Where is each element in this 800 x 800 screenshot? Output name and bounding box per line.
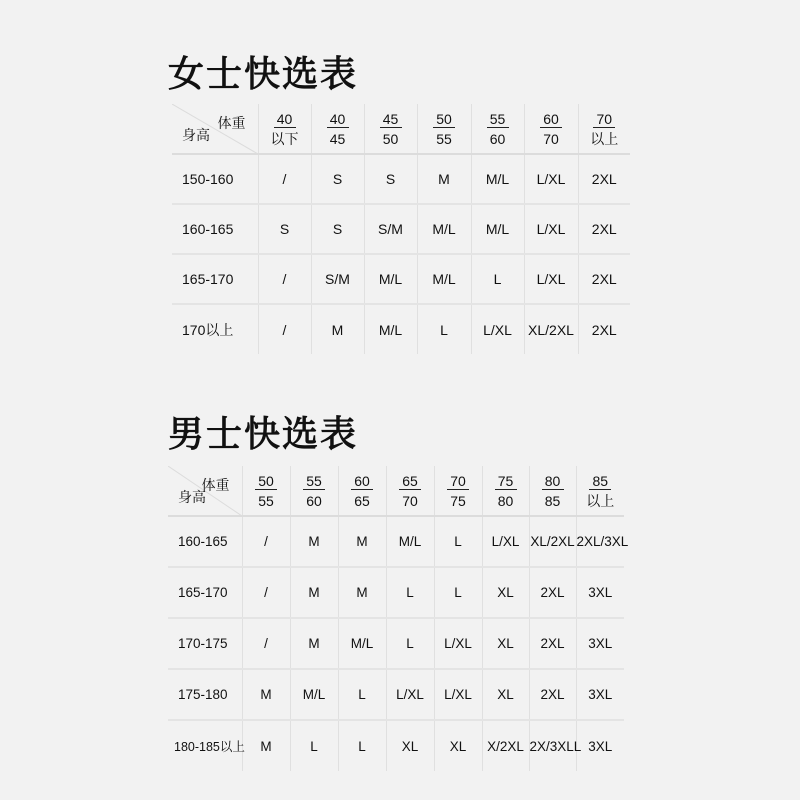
table-row (168, 516, 624, 567)
height-range-cell: 170-175 (168, 618, 242, 669)
height-range-cell: 160-165 (168, 516, 242, 567)
size-cell: L/XL (524, 154, 578, 204)
corner-cell (172, 104, 258, 154)
size-cell: L/XL (482, 516, 529, 567)
size-cell: L/XL (471, 304, 524, 354)
size-cell: L (386, 567, 434, 618)
weight-header: 45 50 (364, 104, 417, 154)
size-cell: M/L (417, 204, 471, 254)
size-cell: M (417, 154, 471, 204)
size-cell: S/M (364, 204, 417, 254)
height-range-cell: 170以上 (182, 321, 234, 338)
table-row (168, 720, 624, 771)
height-range-cell: 150-160 (172, 154, 258, 204)
size-cell: M (338, 516, 386, 567)
height-axis-label: 身高 (178, 489, 206, 506)
weight-axis-label: 体重 (201, 477, 230, 493)
weight-header: 55 60 (471, 104, 524, 154)
men-size-chart-title: 男士快选表 (168, 414, 359, 455)
men-header-row (168, 466, 624, 516)
size-cell: S (258, 204, 311, 254)
size-cell: S (311, 154, 364, 204)
size-cell: M (338, 567, 386, 618)
size-cell: 2XL (578, 204, 630, 254)
size-cell: L (338, 669, 386, 720)
height-range-cell: 165-170 (168, 567, 242, 618)
table-row (168, 618, 624, 669)
size-cell: 2XL/3XL (576, 516, 624, 567)
weight-header: 50 55 (417, 104, 471, 154)
size-cell: 2XL (529, 618, 576, 669)
size-cell: M (290, 516, 338, 567)
height-range-cell: 180-185以上 (174, 740, 245, 754)
table-row (168, 567, 624, 618)
size-cell: 2XL (529, 669, 576, 720)
size-cell: / (258, 154, 311, 204)
size-cell: / (242, 618, 290, 669)
weight-header: 75 80 (482, 466, 529, 516)
height-range-cell: 160-165 (172, 204, 258, 254)
size-cell: L (290, 720, 338, 771)
weight-header: 40 45 (311, 104, 364, 154)
size-cell: M/L (471, 154, 524, 204)
weight-header: 55 60 (290, 466, 338, 516)
size-cell: XL (434, 720, 482, 771)
size-cell: L (434, 567, 482, 618)
size-cell: L/XL (524, 254, 578, 304)
women-header-row (172, 104, 630, 154)
size-cell: / (258, 304, 311, 354)
size-cell: M (242, 669, 290, 720)
weight-header: 85 以上 (576, 466, 624, 516)
weight-header: 40 以下 (258, 104, 311, 154)
size-cell: / (242, 567, 290, 618)
height-axis-label: 身高 (182, 127, 210, 144)
size-cell: 2XL (578, 154, 630, 204)
size-cell: XL (386, 720, 434, 771)
table-row (172, 204, 630, 254)
size-cell: M/L (364, 254, 417, 304)
size-cell: M/L (471, 204, 524, 254)
size-cell: X/2XL (482, 720, 529, 771)
weight-header: 50 55 (242, 466, 290, 516)
size-cell: 2XL (529, 567, 576, 618)
size-cell: 3XL (576, 618, 624, 669)
height-range-cell: 165-170 (172, 254, 258, 304)
table-row (168, 669, 624, 720)
size-cell: L/XL (524, 204, 578, 254)
size-cell: XL (482, 669, 529, 720)
size-cell: XL/2XL (529, 516, 576, 567)
weight-header: 60 70 (524, 104, 578, 154)
table-row (172, 254, 630, 304)
size-cell: M (242, 720, 290, 771)
weight-header: 65 70 (386, 466, 434, 516)
size-cell: 2XL (578, 254, 630, 304)
size-cell: S (364, 154, 417, 204)
weight-header: 70 75 (434, 466, 482, 516)
size-cell: L (386, 618, 434, 669)
size-cell: L/XL (386, 669, 434, 720)
weight-header: 70 以上 (578, 104, 630, 154)
size-cell: XL (482, 618, 529, 669)
size-cell: M/L (290, 669, 338, 720)
weight-header: 60 65 (338, 466, 386, 516)
size-cell: M/L (386, 516, 434, 567)
size-cell: XL/2XL (524, 304, 578, 354)
size-cell: L (338, 720, 386, 771)
size-cell: L (434, 516, 482, 567)
size-cell: L/XL (434, 618, 482, 669)
size-cell: M (311, 304, 364, 354)
size-cell: 3XL (576, 567, 624, 618)
size-cell: M/L (417, 254, 471, 304)
size-cell: / (242, 516, 290, 567)
table-row (172, 154, 630, 204)
size-cell: M/L (364, 304, 417, 354)
size-cell: M (290, 567, 338, 618)
size-cell: L (471, 254, 524, 304)
men-size-table (168, 466, 629, 771)
size-cell: S/M (311, 254, 364, 304)
weight-header: 80 85 (529, 466, 576, 516)
size-cell: / (258, 254, 311, 304)
height-range-cell: 175-180 (168, 669, 242, 720)
size-cell: 3XL (576, 669, 624, 720)
size-cell: M (290, 618, 338, 669)
women-size-table (172, 104, 630, 354)
size-cell: XL (482, 567, 529, 618)
size-cell: S (311, 204, 364, 254)
size-cell: 2X/3XLL (529, 720, 576, 771)
size-cell: L (417, 304, 471, 354)
women-size-chart-title: 女士快选表 (168, 54, 359, 95)
size-cell: 2XL (578, 304, 630, 354)
size-cell: M/L (338, 618, 386, 669)
weight-axis-label: 体重 (217, 115, 246, 131)
size-cell: 3XL (576, 720, 624, 771)
table-row (172, 304, 630, 354)
corner-cell (168, 466, 242, 516)
size-cell: L/XL (434, 669, 482, 720)
